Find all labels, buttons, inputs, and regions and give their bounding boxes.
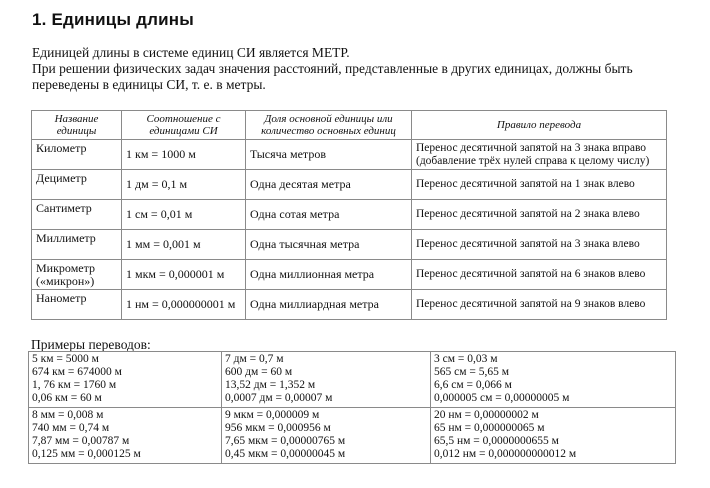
examples-cell bbox=[431, 352, 676, 408]
rule-cell: Перенос десятичной запятой на 9 знаков влево bbox=[412, 290, 667, 320]
example-line: 8 мм = 0,008 м bbox=[32, 409, 104, 421]
example-line: 6,6 см = 0,066 м bbox=[434, 379, 512, 391]
share-cell: Одна миллионная метра bbox=[246, 260, 412, 290]
rule-cell: Перенос десятичной запятой на 3 знака влево bbox=[412, 230, 667, 260]
units-table-header-row bbox=[32, 111, 667, 140]
intro-line: переведены в единицы СИ, т. е. в метры. bbox=[32, 77, 266, 92]
intro-line: При решении физических задач значения расстояний, представленные в других единицах, должны быть bbox=[32, 61, 633, 76]
example-line: 3 см = 0,03 м bbox=[434, 353, 498, 365]
example-line: 0,125 мм = 0,000125 м bbox=[32, 448, 141, 460]
relation-cell: 1 см = 0,01 м bbox=[122, 200, 246, 230]
example-line: 13,52 дм = 1,352 м bbox=[225, 379, 316, 391]
example-line: 0,012 нм = 0,000000000012 м bbox=[434, 448, 577, 460]
header-share: Доля основной единицы или количество основных единиц bbox=[246, 111, 412, 140]
example-line: 65 нм = 0,000000065 м bbox=[434, 422, 545, 434]
examples-row bbox=[29, 352, 676, 408]
header-unit-name: Название единицы bbox=[32, 111, 122, 140]
section-heading: 1. Единицы длины bbox=[32, 10, 194, 29]
examples-row bbox=[29, 408, 676, 464]
unit-name-cell: Нанометр bbox=[32, 290, 122, 320]
relation-cell: 1 нм = 0,000000001 м bbox=[122, 290, 246, 320]
example-line: 740 мм = 0,74 м bbox=[32, 422, 110, 434]
example-line: 7 дм = 0,7 м bbox=[225, 353, 284, 365]
unit-name-cell: Километр bbox=[32, 140, 122, 170]
header-rule: Правило перевода bbox=[412, 111, 667, 140]
examples-cell bbox=[431, 408, 676, 464]
relation-cell: 1 мкм = 0,000001 м bbox=[122, 260, 246, 290]
unit-name-cell: Миллиметр bbox=[32, 230, 122, 260]
example-line: 1, 76 км = 1760 м bbox=[32, 379, 117, 391]
relation-cell: 1 мм = 0,001 м bbox=[122, 230, 246, 260]
example-line: 5 км = 5000 м bbox=[32, 353, 99, 365]
example-line: 0,000005 см = 0,00000005 м bbox=[434, 392, 570, 404]
share-cell: Одна тысячная метра bbox=[246, 230, 412, 260]
example-line: 20 нм = 0,00000002 м bbox=[434, 409, 539, 421]
unit-name-cell: Сантиметр bbox=[32, 200, 122, 230]
units-table bbox=[31, 110, 667, 320]
example-line: 0,0007 дм = 0,00007 м bbox=[225, 392, 333, 404]
table-row bbox=[32, 260, 667, 290]
table-row bbox=[32, 140, 667, 170]
relation-cell: 1 км = 1000 м bbox=[122, 140, 246, 170]
rule-cell: Перенос десятичной запятой на 2 знака влево bbox=[412, 200, 667, 230]
examples-table bbox=[28, 351, 676, 464]
header-relation: Соотношение с единицами СИ bbox=[122, 111, 246, 140]
examples-title: Примеры переводов: bbox=[31, 337, 151, 352]
rule-cell: Перенос десятичной запятой на 3 знака вправо (добавление трёх нулей справа к целому числу) bbox=[412, 140, 667, 170]
example-line: 956 мкм = 0,000956 м bbox=[225, 422, 331, 434]
share-cell: Одна сотая метра bbox=[246, 200, 412, 230]
table-row bbox=[32, 290, 667, 320]
unit-name-cell: Микрометр («микрон») bbox=[32, 260, 122, 290]
example-line: 9 мкм = 0,000009 м bbox=[225, 409, 320, 421]
example-line: 600 дм = 60 м bbox=[225, 366, 293, 378]
examples-cell bbox=[29, 352, 222, 408]
relation-cell: 1 дм = 0,1 м bbox=[122, 170, 246, 200]
example-line: 65,5 нм = 0,0000000655 м bbox=[434, 435, 559, 447]
rule-cell: Перенос десятичной запятой на 1 знак влево bbox=[412, 170, 667, 200]
example-line: 7,87 мм = 0,00787 м bbox=[32, 435, 130, 447]
table-row bbox=[32, 200, 667, 230]
share-cell: Тысяча метров bbox=[246, 140, 412, 170]
example-line: 7,65 мкм = 0,00000765 м bbox=[225, 435, 346, 447]
example-line: 0,45 мкм = 0,00000045 м bbox=[225, 448, 346, 460]
share-cell: Одна миллиардная метра bbox=[246, 290, 412, 320]
intro-line: Единицей длины в системе единиц СИ является МЕТР. bbox=[32, 45, 350, 60]
example-line: 565 см = 5,65 м bbox=[434, 366, 510, 378]
examples-cell bbox=[222, 352, 431, 408]
table-row bbox=[32, 230, 667, 260]
intro-paragraph bbox=[32, 45, 692, 93]
example-line: 0,06 км = 60 м bbox=[32, 392, 102, 404]
rule-cell: Перенос десятичной запятой на 6 знаков влево bbox=[412, 260, 667, 290]
share-cell: Одна десятая метра bbox=[246, 170, 412, 200]
table-row bbox=[32, 170, 667, 200]
examples-cell bbox=[222, 408, 431, 464]
unit-name-cell: Дециметр bbox=[32, 170, 122, 200]
examples-cell bbox=[29, 408, 222, 464]
example-line: 674 км = 674000 м bbox=[32, 366, 122, 378]
